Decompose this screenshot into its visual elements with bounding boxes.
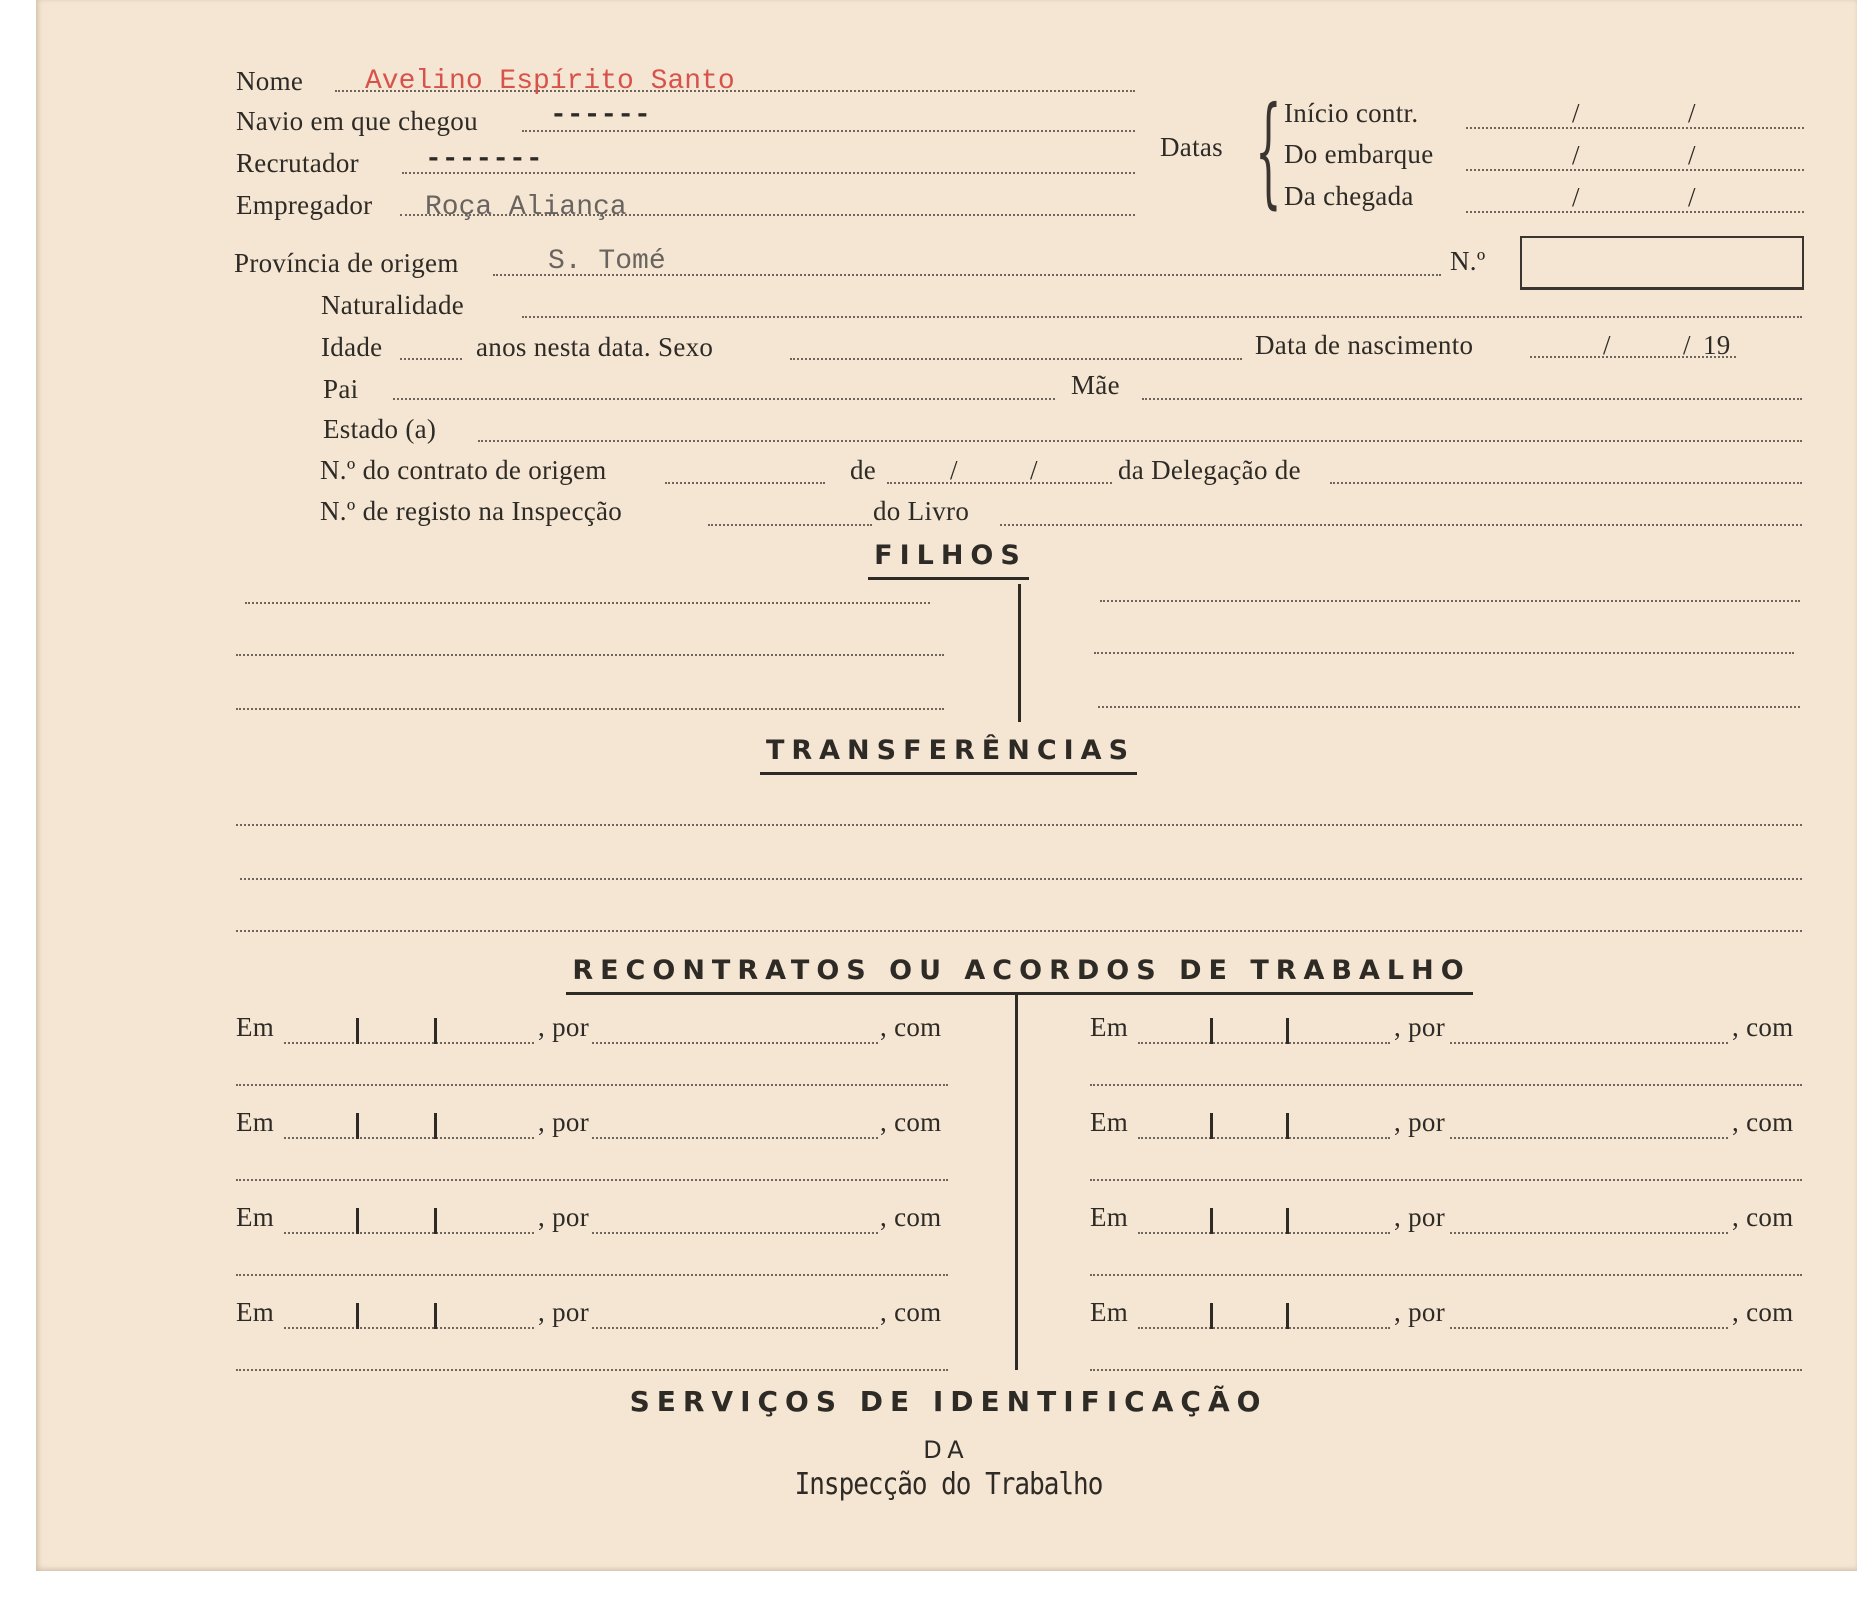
recontrato-por-label: , por	[1394, 1297, 1445, 1327]
recontrato-em-label: Em	[236, 1012, 275, 1042]
recontrato-continuation-line	[1090, 1179, 1802, 1181]
recontrato-por-line	[1450, 1232, 1728, 1234]
recontrato-com-label: , com	[880, 1012, 942, 1042]
filhos-divider	[1018, 584, 1021, 722]
delegacao-line	[1330, 482, 1802, 484]
filhos-line	[1098, 706, 1800, 708]
date-slash: /	[1572, 98, 1580, 128]
recontrato-por-line	[1450, 1137, 1728, 1139]
navio-label: Navio em que chegou	[236, 106, 478, 136]
footer-inspeccao: Inspecção do Trabalho	[794, 1467, 1103, 1503]
delegacao-label: da Delegação de	[1118, 455, 1301, 485]
recontrato-com-label: , com	[880, 1107, 942, 1137]
recontrato-continuation-line	[236, 1084, 948, 1086]
footer-title: SERVIÇOS DE IDENTIFICAÇÃO	[629, 1385, 1268, 1418]
recontrato-continuation-line	[1090, 1274, 1802, 1276]
datas-embarque-line	[1466, 169, 1804, 171]
navio-value: ------	[550, 100, 651, 131]
transferencias-line	[236, 824, 1802, 826]
livro-line	[1000, 524, 1802, 526]
recontrato-com-label: , com	[1732, 1297, 1794, 1327]
recontrato-date-line	[284, 1137, 534, 1139]
transferencias-line	[240, 878, 1802, 880]
recontrato-date-separator	[1210, 1208, 1213, 1234]
datas-label: Datas	[1160, 132, 1223, 162]
datas-brace: {	[1255, 82, 1282, 221]
recontratos-divider	[1015, 995, 1018, 1370]
nome-label: Nome	[236, 66, 304, 96]
filhos-line	[236, 708, 944, 710]
date-slash: /	[1603, 330, 1611, 360]
filhos-line	[1100, 600, 1800, 602]
recontrato-em-label: Em	[1090, 1107, 1129, 1137]
recontrato-por-label: , por	[538, 1107, 589, 1137]
recontrato-por-line	[592, 1042, 878, 1044]
recontrato-por-line	[592, 1327, 878, 1329]
recontrato-date-line	[284, 1232, 534, 1234]
recontrato-date-line	[284, 1042, 534, 1044]
recontrato-em-label: Em	[1090, 1202, 1129, 1232]
numero-box	[1520, 236, 1804, 290]
recontrato-por-label: , por	[538, 1012, 589, 1042]
footer-da: DA	[923, 1436, 970, 1464]
recontrato-date-separator	[356, 1208, 359, 1234]
recontrato-date-separator	[1210, 1303, 1213, 1329]
recontrato-com-label: , com	[1732, 1202, 1794, 1232]
date-slash: /	[1688, 182, 1696, 212]
mae-line	[1142, 398, 1802, 400]
date-slash: /	[950, 455, 958, 485]
recontrato-em-label: Em	[1090, 1012, 1129, 1042]
pai-label: Pai	[323, 374, 359, 404]
recontrato-date-line	[284, 1327, 534, 1329]
date-slash: /	[1572, 182, 1580, 212]
recontrato-date-separator	[1286, 1208, 1289, 1234]
contrato-date-line	[887, 482, 1112, 484]
recontrato-por-line	[592, 1232, 878, 1234]
recontrato-com-label: , com	[880, 1297, 942, 1327]
provincia-value: S. Tomé	[548, 246, 666, 277]
recontrato-date-separator	[1286, 1113, 1289, 1139]
recontrato-por-line	[592, 1137, 878, 1139]
date-slash: /	[1688, 98, 1696, 128]
datas-chegada-line	[1466, 211, 1804, 213]
naturalidade-line	[522, 316, 1802, 318]
recontrato-date-separator	[1210, 1113, 1213, 1139]
recontrato-date-separator	[1210, 1018, 1213, 1044]
recontrato-em-label: Em	[236, 1202, 275, 1232]
datas-inicio-label: Início contr.	[1284, 98, 1419, 128]
recontrato-por-line	[1450, 1042, 1728, 1044]
recontratos-heading: RECONTRATOS OU ACORDOS DE TRABALHO	[91, 955, 1857, 986]
recontrato-por-line	[1450, 1327, 1728, 1329]
date-slash: /	[1683, 330, 1691, 360]
recontrato-em-label: Em	[1090, 1297, 1129, 1327]
recontrato-continuation-line	[236, 1274, 948, 1276]
recontrato-com-label: , com	[880, 1202, 942, 1232]
recontrato-por-label: , por	[538, 1297, 589, 1327]
recontrato-com-label: , com	[1732, 1012, 1794, 1042]
filhos-line	[1094, 652, 1794, 654]
nome-value: Avelino Espírito Santo	[365, 66, 735, 97]
recontrato-continuation-line	[236, 1369, 948, 1371]
anos-sexo-label: anos nesta data. Sexo	[476, 332, 714, 362]
recontrato-por-label: , por	[1394, 1202, 1445, 1232]
livro-label: do Livro	[873, 496, 970, 526]
empregador-value: Roça Aliança	[425, 192, 627, 223]
recontrato-com-label: , com	[1732, 1107, 1794, 1137]
filhos-heading: FILHOS	[20, 540, 1857, 571]
recontrato-date-separator	[1286, 1303, 1289, 1329]
datas-embarque-label: Do embarque	[1284, 139, 1434, 169]
date-slash: /	[1572, 140, 1580, 170]
recontrato-por-label: , por	[1394, 1012, 1445, 1042]
recontrato-em-label: Em	[236, 1107, 275, 1137]
contrato-label: N.º do contrato de origem	[320, 455, 607, 485]
recontrato-date-line	[1138, 1232, 1390, 1234]
datas-inicio-line	[1466, 127, 1804, 129]
estado-line	[478, 440, 1802, 442]
contrato-line	[665, 482, 825, 484]
recrutador-value: -------	[425, 144, 543, 175]
recontrato-continuation-line	[1090, 1369, 1802, 1371]
transferencias-line	[236, 930, 1802, 932]
recontrato-date-separator	[356, 1018, 359, 1044]
date-slash: /	[1688, 140, 1696, 170]
idade-label: Idade	[321, 332, 383, 362]
registo-label: N.º de registo na Inspecção	[320, 496, 623, 526]
pai-line	[393, 398, 1055, 400]
filhos-line	[236, 654, 944, 656]
recontrato-em-label: Em	[236, 1297, 275, 1327]
estado-label: Estado (a)	[323, 414, 437, 444]
contrato-de-label: de	[850, 455, 877, 485]
recontrato-date-line	[1138, 1327, 1390, 1329]
recontrato-por-label: , por	[1394, 1107, 1445, 1137]
numero-label: N.º	[1450, 246, 1486, 276]
nascimento-year: 19	[1703, 330, 1731, 360]
filhos-line	[245, 602, 930, 604]
recontrato-date-separator	[434, 1208, 437, 1234]
empregador-label: Empregador	[236, 190, 373, 220]
recontrato-date-line	[1138, 1137, 1390, 1139]
datas-chegada-label: Da chegada	[1284, 181, 1414, 211]
provincia-label: Província de origem	[234, 248, 459, 278]
naturalidade-label: Naturalidade	[321, 290, 465, 320]
registo-line	[708, 524, 872, 526]
recontrato-date-separator	[434, 1113, 437, 1139]
recontrato-date-separator	[434, 1303, 437, 1329]
recontrato-por-label: , por	[538, 1202, 589, 1232]
recontrato-date-separator	[1286, 1018, 1289, 1044]
nascimento-label: Data de nascimento	[1255, 330, 1474, 360]
recontrato-date-separator	[356, 1113, 359, 1139]
transferencias-heading: TRANSFERÊNCIAS	[20, 735, 1857, 766]
mae-label: Mãe	[1071, 370, 1120, 400]
recontrato-date-line	[1138, 1042, 1390, 1044]
recontrato-continuation-line	[236, 1179, 948, 1181]
recrutador-label: Recrutador	[236, 148, 359, 178]
recontrato-continuation-line	[1090, 1084, 1802, 1086]
date-slash: /	[1030, 455, 1038, 485]
recontrato-date-separator	[356, 1303, 359, 1329]
recontrato-date-separator	[434, 1018, 437, 1044]
idade-line	[400, 358, 462, 360]
sexo-line	[790, 358, 1242, 360]
